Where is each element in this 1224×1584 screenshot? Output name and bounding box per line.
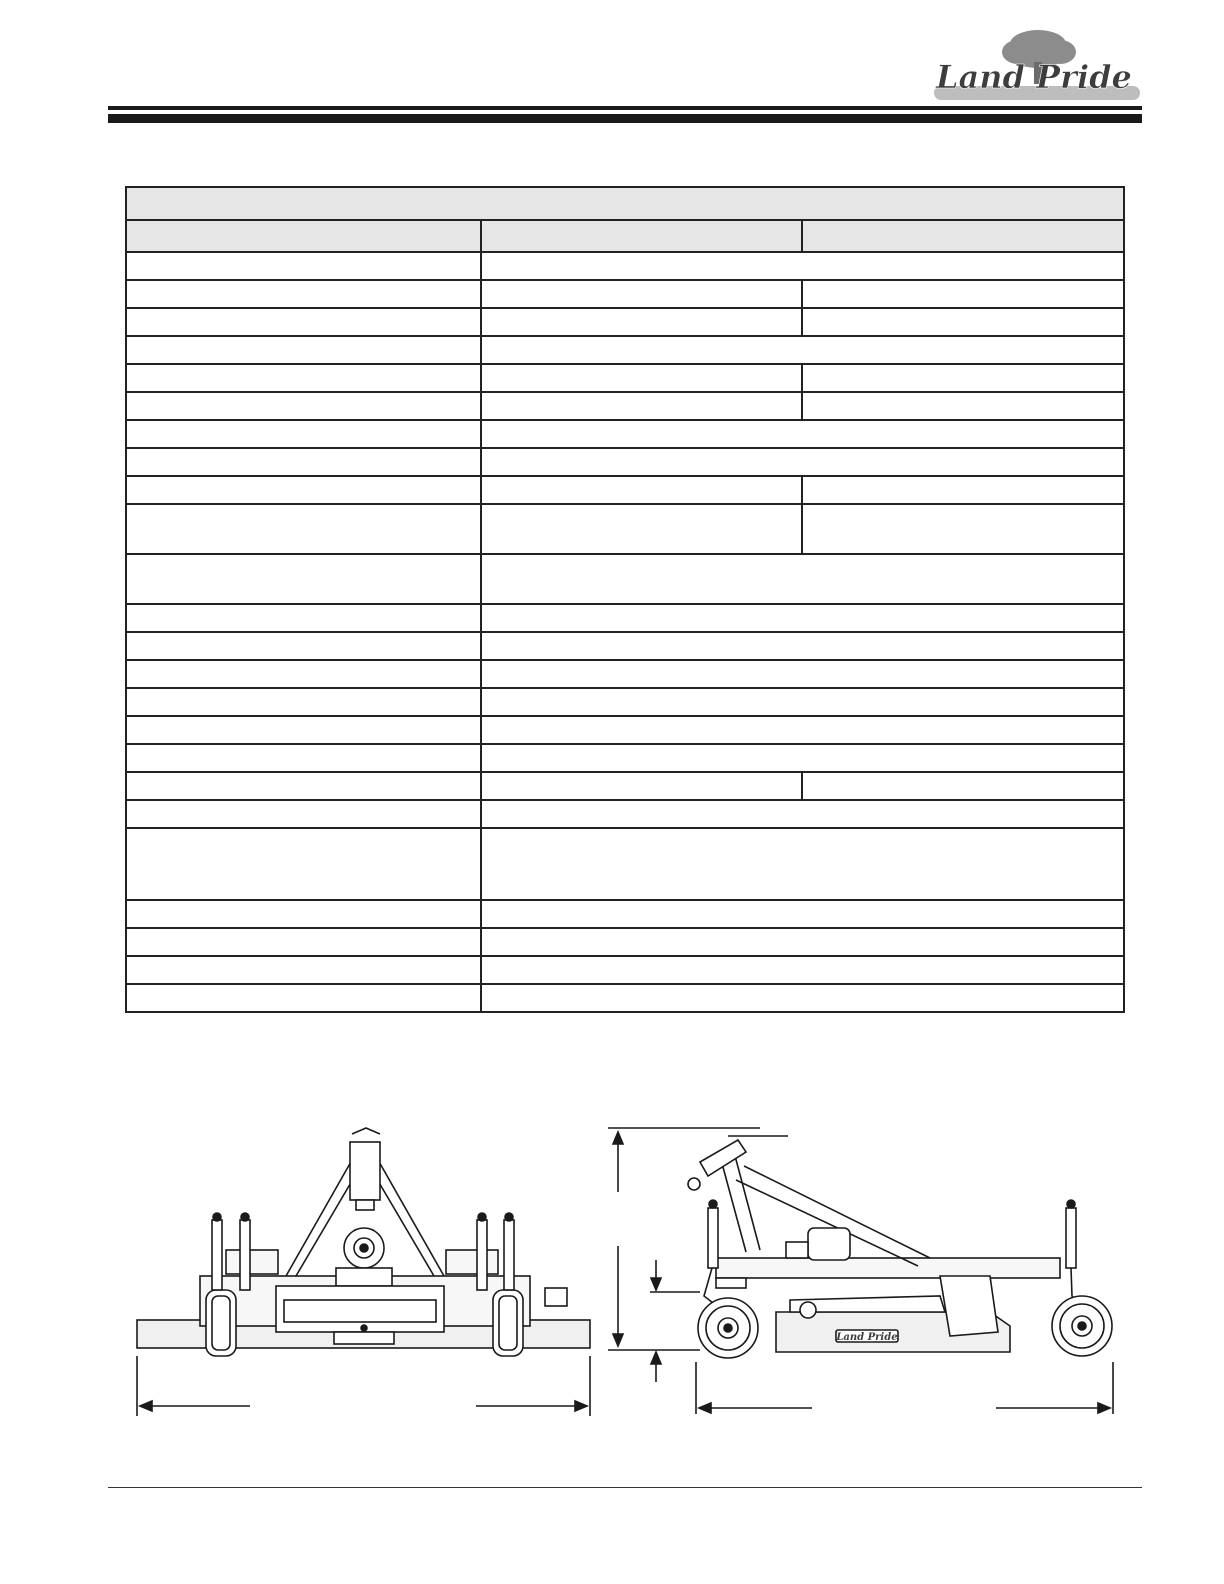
table-row — [126, 336, 1124, 364]
spec-label-cell — [126, 744, 481, 772]
table-row — [126, 252, 1124, 280]
spec-value-cell — [481, 420, 1124, 448]
spec-label-cell — [126, 660, 481, 688]
table-title — [126, 187, 1124, 220]
table-row — [126, 984, 1124, 1012]
table-row — [126, 308, 1124, 336]
table-row — [126, 476, 1124, 504]
spec-label-cell — [126, 956, 481, 984]
spec-value-cell — [481, 956, 1124, 984]
spec-label-cell — [126, 632, 481, 660]
spec-label-cell — [126, 280, 481, 308]
spec-label-cell — [126, 604, 481, 632]
spec-value-cell — [481, 800, 1124, 828]
spec-label-cell — [126, 336, 481, 364]
spec-value-model-a — [481, 772, 802, 800]
side-view — [608, 1128, 1113, 1414]
spec-value-model-a — [481, 476, 802, 504]
table-row — [126, 420, 1124, 448]
deck-decal: Land Pride — [836, 1332, 898, 1343]
spec-label-cell — [126, 716, 481, 744]
table-row — [126, 956, 1124, 984]
spec-value-cell — [481, 604, 1124, 632]
spec-label-cell — [126, 448, 481, 476]
spec-value-model-a — [481, 364, 802, 392]
spec-value-model-b — [802, 392, 1124, 420]
table-row — [126, 448, 1124, 476]
table-row — [126, 928, 1124, 956]
spec-label-cell — [126, 476, 481, 504]
table-row — [126, 828, 1124, 900]
table-row — [126, 392, 1124, 420]
spec-value-model-a — [481, 504, 802, 554]
spec-value-cell — [481, 632, 1124, 660]
front-view — [137, 1128, 590, 1416]
header-rule-thin — [108, 106, 1142, 110]
mower-dimension-drawing — [0, 1100, 1224, 1480]
logo-wordmark: Land Pride — [936, 58, 1132, 96]
spec-label-cell — [126, 252, 481, 280]
table-row — [126, 744, 1124, 772]
table-row — [126, 632, 1124, 660]
spec-label-cell — [126, 364, 481, 392]
table-row — [126, 280, 1124, 308]
spec-value-cell — [481, 688, 1124, 716]
spec-label-cell — [126, 800, 481, 828]
table-title-row — [126, 187, 1124, 220]
table-header-row — [126, 220, 1124, 252]
spec-label-cell — [126, 900, 481, 928]
table-row — [126, 504, 1124, 554]
spec-label-cell — [126, 828, 481, 900]
table-row — [126, 716, 1124, 744]
spec-label-cell — [126, 984, 481, 1012]
table-row — [126, 688, 1124, 716]
table-row — [126, 554, 1124, 604]
table-row — [126, 604, 1124, 632]
spec-value-cell — [481, 554, 1124, 604]
spec-value-cell — [481, 984, 1124, 1012]
spec-value-model-a — [481, 308, 802, 336]
spec-value-cell — [481, 448, 1124, 476]
spec-value-model-a — [481, 392, 802, 420]
spec-value-cell — [481, 928, 1124, 956]
specifications-table — [125, 186, 1125, 1013]
spec-value-model-b — [802, 364, 1124, 392]
spec-value-model-b — [802, 280, 1124, 308]
spec-value-model-b — [802, 504, 1124, 554]
land-pride-logo — [926, 24, 1142, 106]
spec-label-cell — [126, 688, 481, 716]
table-row — [126, 364, 1124, 392]
table-row — [126, 772, 1124, 800]
spec-label-cell — [126, 420, 481, 448]
spec-value-cell — [481, 744, 1124, 772]
table-row — [126, 660, 1124, 688]
spec-value-cell — [481, 828, 1124, 900]
spec-value-cell — [481, 900, 1124, 928]
spec-label-cell — [126, 772, 481, 800]
spec-value-model-b — [802, 772, 1124, 800]
table-row — [126, 900, 1124, 928]
header-rule-thick — [108, 114, 1142, 123]
spec-value-cell — [481, 660, 1124, 688]
footer-rule — [108, 1487, 1142, 1488]
spec-value-model-b — [802, 476, 1124, 504]
spec-value-cell — [481, 252, 1124, 280]
spec-label-cell — [126, 308, 481, 336]
spec-value-model-b — [802, 308, 1124, 336]
spec-label-cell — [126, 928, 481, 956]
spec-label-cell — [126, 504, 481, 554]
spec-value-cell — [481, 336, 1124, 364]
spec-label-cell — [126, 392, 481, 420]
table-row — [126, 800, 1124, 828]
header-cell-model-b — [802, 220, 1124, 252]
spec-value-cell — [481, 716, 1124, 744]
header-cell-model-a — [481, 220, 802, 252]
spec-label-cell — [126, 554, 481, 604]
header-cell-label — [126, 220, 481, 252]
spec-value-model-a — [481, 280, 802, 308]
